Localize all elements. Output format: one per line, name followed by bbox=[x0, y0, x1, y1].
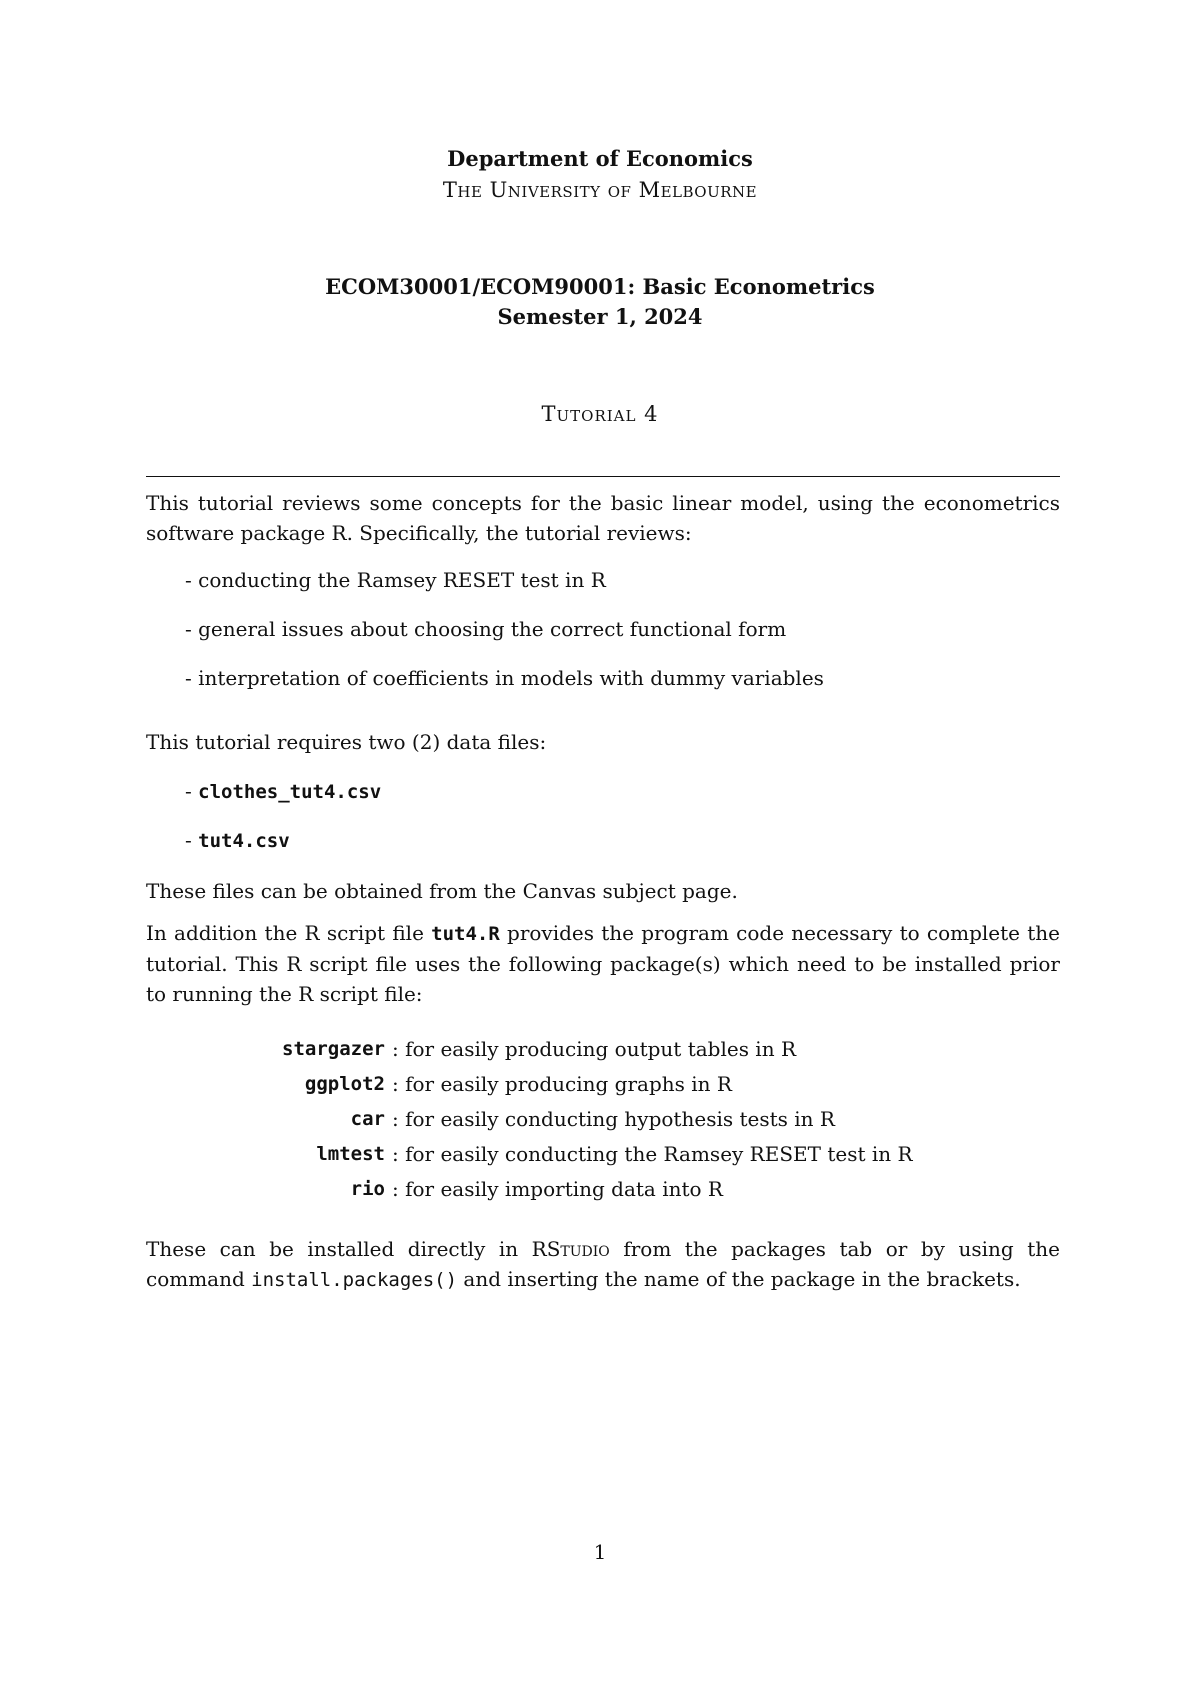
data-file-item bbox=[185, 825, 290, 856]
package-row bbox=[0, 1137, 1200, 1171]
install-text: and inserting the name of the package in the brackets. bbox=[457, 1267, 1021, 1291]
package-row bbox=[0, 1067, 1200, 1101]
package-name: car bbox=[350, 1108, 385, 1130]
package-description: : for easily producing graphs in R bbox=[392, 1072, 732, 1096]
data-file-name: tut4.csv bbox=[198, 830, 290, 852]
bullet-dash: - bbox=[185, 828, 192, 852]
course-title: ECOM30001/ECOM90001: Basic Econometrics bbox=[325, 274, 875, 299]
review-item: - conducting the Ramsey RESET test in R bbox=[185, 568, 606, 592]
package-name: ggplot2 bbox=[304, 1073, 385, 1095]
tutorial-title: Tutorial 4 bbox=[541, 402, 659, 426]
install-text: from the packages tab or by using the command bbox=[146, 1237, 1060, 1291]
data-file-item bbox=[185, 776, 381, 807]
rstudio-suffix: Studio bbox=[546, 1237, 610, 1261]
script-filename: tut4.R bbox=[431, 923, 500, 945]
script-paragraph bbox=[146, 918, 1060, 1009]
semester-title: Semester 1, 2024 bbox=[497, 304, 703, 329]
script-text: provides the program code necessary to complete the tutorial. This R script file uses the following package(s) which need to be installed prior to running the R script file: bbox=[146, 921, 1060, 1006]
package-row bbox=[0, 1172, 1200, 1206]
package-name: stargazer bbox=[282, 1038, 385, 1060]
department-heading: Department of Economics bbox=[447, 146, 753, 171]
package-name: rio bbox=[350, 1178, 385, 1200]
package-description: : for easily conducting the Ramsey RESET test in R bbox=[392, 1142, 913, 1166]
data-file-name: clothes_tut4.csv bbox=[198, 781, 382, 803]
install-paragraph bbox=[146, 1234, 1060, 1295]
intro-paragraph: This tutorial reviews some concepts for the basic linear model, using the econometrics software package R. Specifically, the tutorial reviews: bbox=[146, 491, 1060, 545]
review-item: - general issues about choosing the correct functional form bbox=[185, 617, 787, 641]
university-heading: The University of Melbourne bbox=[442, 178, 758, 202]
bullet-dash: - bbox=[185, 779, 192, 803]
package-row bbox=[0, 1102, 1200, 1136]
source-paragraph: These files can be obtained from the Canvas subject page. bbox=[146, 879, 738, 903]
package-name: lmtest bbox=[316, 1143, 385, 1165]
package-description: : for easily importing data into R bbox=[392, 1177, 723, 1201]
data-files-paragraph: This tutorial requires two (2) data files: bbox=[146, 730, 547, 754]
install-text: These can be installed directly in R bbox=[146, 1237, 547, 1261]
package-row bbox=[0, 1032, 1200, 1066]
horizontal-rule bbox=[146, 476, 1060, 477]
package-description: : for easily conducting hypothesis tests in R bbox=[392, 1107, 835, 1131]
script-text: In addition the R script file bbox=[146, 921, 432, 945]
page-number: 1 bbox=[593, 1540, 607, 1564]
review-item: - interpretation of coefficients in models with dummy variables bbox=[185, 666, 824, 690]
package-description: : for easily producing output tables in R bbox=[392, 1037, 797, 1061]
install-command: install.packages() bbox=[251, 1269, 458, 1291]
